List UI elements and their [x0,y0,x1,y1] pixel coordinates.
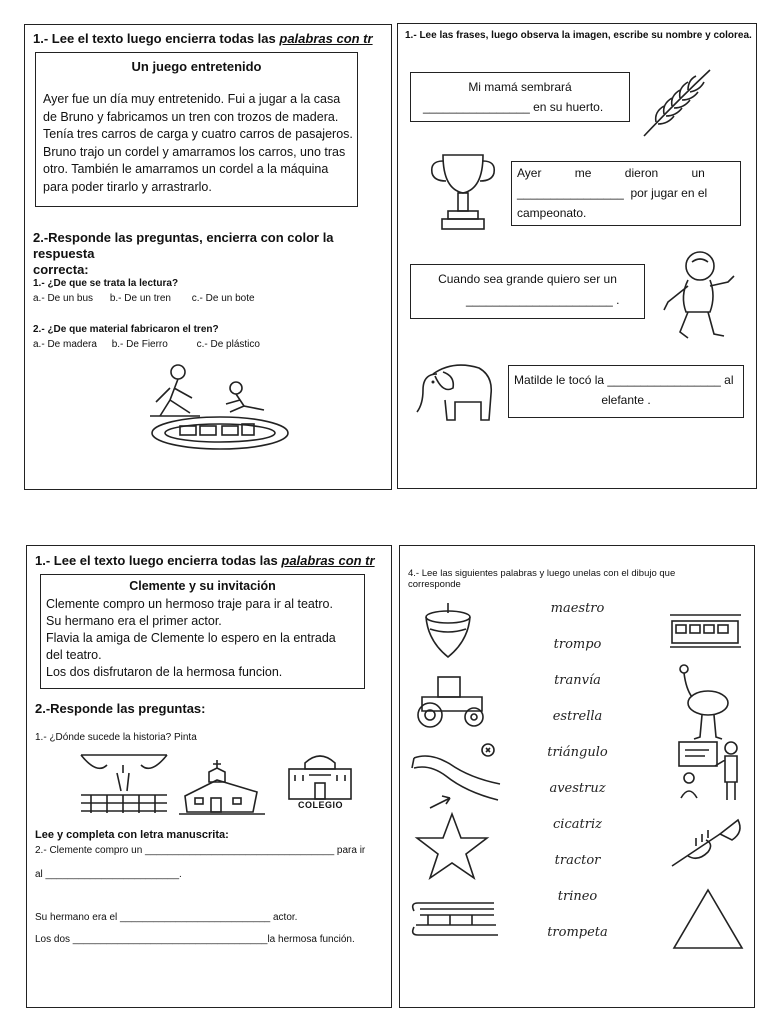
complete-line-2: Su hermano era el ___________________________ actor. [35,912,298,923]
word-tractor: tractor [554,853,601,868]
school-building-icon [285,749,355,804]
teacher-icon [675,738,745,803]
question-1: 1.- ¿De que se trata la lectura? [33,278,179,289]
panel2-heading: 1.- Lee las frases, luego observa la imagen, escribe su nombre y colorea. [405,30,752,41]
answer-options-1: a.- De un bus b.- De un tren c.- De un bote [33,293,255,304]
kids-train-illustration [140,358,290,453]
elephant-icon [413,354,498,429]
word-estrella: estrella [552,709,603,724]
word-tranvia: tranvía [554,673,601,688]
panel1-heading: 1.- Lee el texto luego encierra todas las palabras con tr [33,31,373,46]
word-cicatriz: cicatriz [553,817,602,832]
story-text: Ayer fue un día muy entretenido. Fui a jugar a la casa de Bruno y fabricamos un tren con trozos de madera. Tenía tres carros de carga y cuatro carros de pasajeros. Bruno trajo un cordel y amarramos los carros, uno tras otro. También le amarramos un cordel a la máquina para poder tirarlo y arrastrarlo. [43,92,353,194]
arm-scar-icon [410,738,505,810]
worksheet-panel-4 [399,545,755,1008]
trophy-icon [428,149,498,234]
section3-heading: Lee y completa con letra manuscrita: [35,829,229,841]
trumpet-icon [668,816,748,876]
wheat-icon [636,62,716,142]
ostrich-icon [672,661,742,741]
spinning-top-icon [418,601,478,661]
tram-icon [668,611,743,651]
panel3-heading: 1.- Lee el texto luego encierra todas las palabras con tr [35,553,375,568]
tractor-icon [412,671,492,729]
worksheet-panel-1 [24,24,392,490]
story-box-2 [40,574,365,689]
sentence-box-1: Mi mamá sembrará ________________ en su huerto. [410,72,630,122]
section2-heading-2: 2.-Responde las preguntas: [35,701,206,716]
church-icon [177,758,267,818]
word-list [520,601,635,961]
sentence-box-4: Matilde le tocó la _________________ al elefante . [508,365,744,418]
astronaut-icon [658,246,738,346]
worksheet-panel-2 [397,23,757,489]
star-icon [415,810,490,880]
sentence-box-3: Cuando sea grande quiero ser un ______________________ . [410,264,645,319]
word-avestruz: avestruz [549,781,606,796]
word-trompo: trompo [553,637,602,652]
story-box [35,52,358,207]
theater-icon [77,751,172,816]
colegio-label: COLEGIO [298,800,344,810]
section2-heading: 2.-Responde las preguntas, encierra con color la respuesta correcta: [33,230,334,277]
question-where: 1.- ¿Dónde sucede la historia? Pinta [35,732,197,743]
worksheet-panel-3 [26,545,392,1008]
question-2: 2.- ¿De que material fabricaron el tren? [33,324,219,335]
sentence-box-2: Ayer me dieron un ________________ por jugar en el campeonato. [511,161,741,226]
complete-line-1: 2.- Clemente compro un __________________________________ para ir [35,845,366,856]
story-title-2: Clemente y su invitación [129,579,276,593]
word-trineo: trineo [557,889,598,904]
word-trompeta: trompeta [547,925,608,940]
story-text-2: Clemente compro un hermoso traje para ir al teatro. Su hermano era el primer actor. Flavia la amiga de Clemente lo espero en la entrada del teatro. Los dos disfrutaron de la hermosa funcion. [46,597,336,679]
complete-line-1b: al ________________________. [35,869,182,880]
complete-line-3: Los dos ___________________________________la hermosa función. [35,934,355,945]
story-title: Un juego entretenido [131,59,262,74]
triangle-icon [670,886,746,952]
sled-icon [410,901,500,941]
word-maestro: maestro [550,601,605,616]
word-triangulo: triángulo [547,745,608,760]
answer-options-2: a.- De madera b.- De Fierro c.- De plástico [33,339,260,350]
panel4-heading: 4.- Lee las siguientes palabras y luego unelas con el dibujo que corresponde [408,568,676,590]
